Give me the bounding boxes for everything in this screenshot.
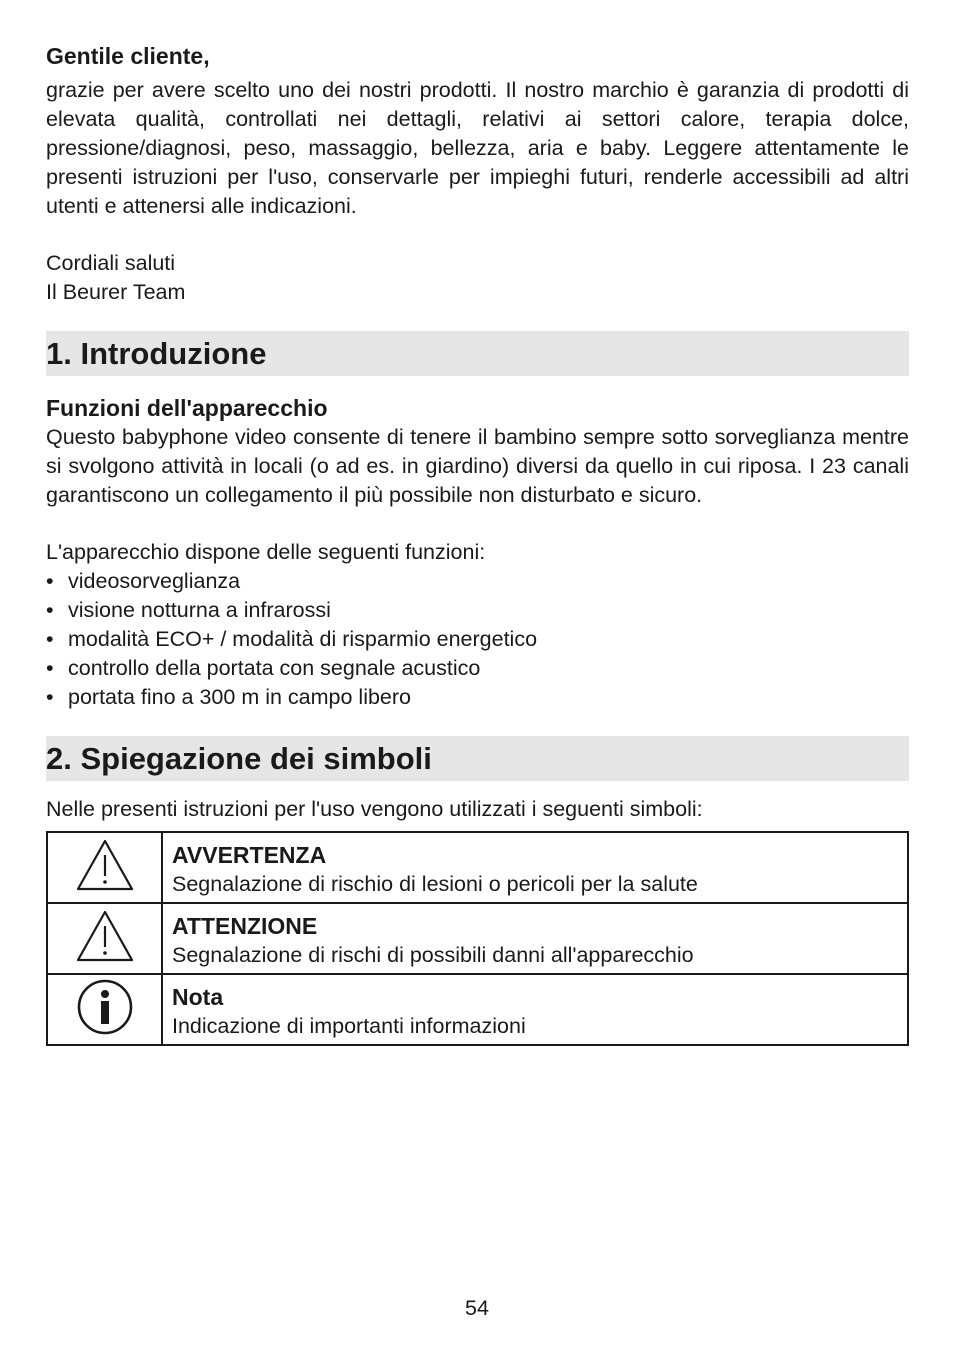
symbol-description: Segnalazione di rischi di possibili danni all'apparecchio (172, 943, 694, 967)
symbols-intro: Nelle presenti istruzioni per l'uso vengono utilizzati i seguenti simboli: (46, 797, 703, 821)
symbol-icon-cell (47, 974, 162, 1045)
list-item: • videosorveglianza (46, 567, 537, 596)
warning-triangle-icon (75, 909, 135, 963)
symbol-description: Indicazione di importanti informazioni (172, 1014, 526, 1038)
features-list-intro: L'apparecchio dispone delle seguenti funzioni: (46, 540, 486, 564)
symbol-title: Nota (172, 984, 224, 1010)
warning-triangle-icon (75, 838, 135, 892)
list-item: • portata fino a 300 m in campo libero (46, 683, 537, 712)
symbol-text-cell (162, 974, 908, 1045)
greeting: Gentile cliente, (46, 43, 210, 69)
table-row (47, 974, 908, 1045)
page-number: 54 (465, 1296, 489, 1320)
symbol-icon-cell (47, 832, 162, 903)
closing-salutation: Cordiali saluti (46, 251, 176, 275)
list-item: • modalità ECO+ / modalità di risparmio energetico (46, 625, 537, 654)
list-item: • controllo della portata con segnale acustico (46, 654, 537, 683)
symbol-icon-cell (47, 903, 162, 974)
section-heading-simboli: 2. Spiegazione dei simboli (46, 736, 909, 781)
info-icon (76, 978, 134, 1036)
closing (46, 249, 185, 307)
symbols-table (46, 831, 909, 1046)
intro-paragraph: grazie per avere scelto uno dei nostri prodotti. Il nostro marchio è garanzia di prodotti di elevata qualità, controllati nei dettagli, relativi ai settori calore, terapia dolce, pressione/diagnosi, peso, massaggio, bellezza, aria e baby. Leggere attentamente le presenti istruzioni per l'uso, conservarle per impieghi futuri, renderle accessibili ad altri utenti e attenersi alle indicazioni. (46, 78, 909, 218)
features-paragraph: Questo babyphone video consente di tenere il bambino sempre sotto sorveglianza mentre si svolgono attività in locali (o ad es. in giardino) diversi da quello in cui riposa. I 23 canali garantiscono un collegamento il più possibile non disturbato e sicuro. (46, 425, 909, 507)
section-heading-introduzione: 1. Introduzione (46, 331, 909, 376)
features-list (46, 567, 537, 712)
table-row (47, 832, 908, 903)
subheading-funzioni: Funzioni dell'apparecchio (46, 395, 328, 421)
list-item: • visione notturna a infrarossi (46, 596, 537, 625)
symbol-text-cell (162, 832, 908, 903)
symbol-title: ATTENZIONE (172, 913, 318, 939)
closing-signature: Il Beurer Team (46, 280, 186, 304)
symbol-text-cell (162, 903, 908, 974)
symbol-title: AVVERTENZA (172, 842, 327, 868)
table-row (47, 903, 908, 974)
symbol-description: Segnalazione di rischio di lesioni o pericoli per la salute (172, 872, 698, 896)
